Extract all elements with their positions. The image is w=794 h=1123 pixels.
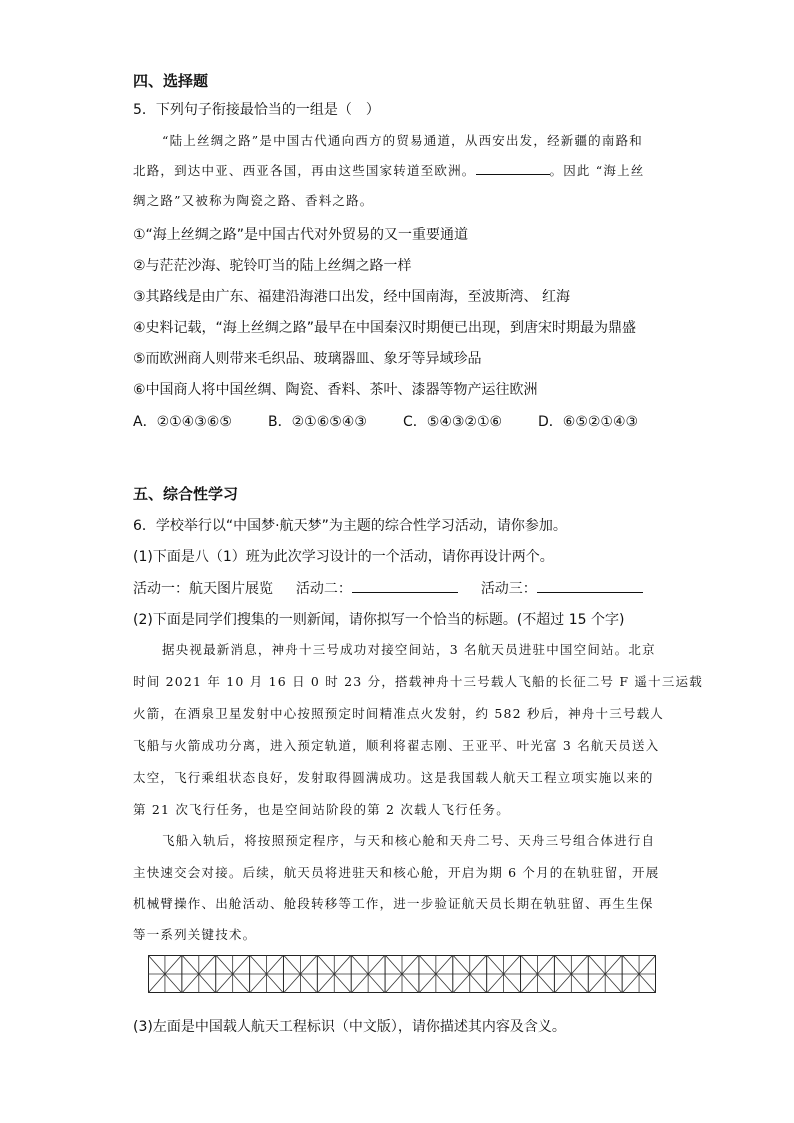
answer-blank[interactable] — [476, 173, 550, 175]
news-line: 太空，飞行乘组状态良好，发射取得圆满成功。这是我国载人航天工程立项实施以来的 — [133, 770, 654, 785]
grid-cell[interactable] — [385, 955, 419, 993]
grid-cell[interactable] — [283, 955, 317, 993]
subquestion-2: (2)下面是同学们搜集的一则新闻，请你拟写一个恰当的标题。(不超过 15 个字) — [133, 612, 625, 628]
news-line: 飞船入轨后，将按照预定程序，与天和核心舱和天舟二号、天舟三号组合体进行自 — [162, 833, 656, 848]
grid-cell[interactable] — [521, 955, 555, 993]
subquestion-3: (3)左面是中国载人航天工程标识（中文版），请你描述其内容及含义。 — [133, 1019, 566, 1035]
activity-3-label: 活动三： — [480, 581, 537, 597]
section-title-comprehensive: 五、综合性学习 — [133, 485, 239, 503]
grid-cell[interactable] — [351, 955, 385, 993]
news-line: 主快速交会对接。后续，航天员将进驻天和核心舱，开启为期 6 个月的在轨驻留，开展 — [133, 865, 660, 880]
section-title-choice: 四、选择题 — [133, 72, 209, 90]
sentence-option: ②与茫茫沙海、驼铃叮当的陆上丝绸之路一样 — [133, 258, 412, 274]
grid-cell[interactable] — [216, 955, 250, 993]
subquestion-1: (1)下面是八（1）班为此次学习设计的一个活动，请你再设计两个。 — [133, 549, 554, 565]
grid-cell[interactable] — [148, 955, 182, 993]
news-line: 机械臂操作、出舱活动、舱段转移等工作，进一步验证航天员长期在轨驻留、再生生保 — [133, 896, 654, 911]
grid-cell[interactable] — [317, 955, 351, 993]
answer-choice-c[interactable]: C．⑤④③②①⑥ — [403, 414, 503, 430]
news-line: 时间 2021 年 10 月 16 日 0 时 23 分，搭载神舟十三号载人飞船的长征二号 F 遥十三运载 — [133, 674, 703, 689]
title-answer-grid[interactable] — [148, 955, 656, 993]
activity-1: 活动一：航天图片展览 — [133, 581, 273, 597]
news-line: 火箭，在酒泉卫星发射中心按照预定时间精准点火发射，约 582 秒后，神舟十三号载人 — [133, 706, 665, 721]
sentence-option: ⑤而欧洲商人则带来毛织品、玻璃器皿、象牙等异域珍品 — [133, 351, 482, 367]
news-line: 据央视最新消息，神舟十三号成功对接空间站，3 名航天员进驻中国空间站。北京 — [162, 642, 656, 657]
grid-cell[interactable] — [419, 955, 453, 993]
grid-cell[interactable] — [453, 955, 487, 993]
activity-2-blank[interactable] — [352, 591, 458, 593]
answer-choice-a[interactable]: A．②①④③⑥⑤ — [133, 414, 232, 430]
news-line: 第 21 次飞行任务，也是空间站阶段的第 2 次载人飞行任务。 — [133, 802, 510, 817]
question-6: 6．学校举行以“中国梦·航天梦”为主题的综合性学习活动，请你参加。 — [133, 518, 567, 534]
answer-choice-d[interactable]: D．⑥⑤②①④③ — [538, 414, 639, 430]
answer-grid-cells — [148, 955, 656, 993]
grid-cell[interactable] — [182, 955, 216, 993]
news-line: 飞船与火箭成功分离，进入预定轨道，顺利将翟志刚、王亚平、叶光富 3 名航天员送入 — [133, 738, 660, 753]
grid-cell[interactable] — [622, 955, 656, 993]
activity-row — [133, 578, 643, 598]
grid-cell[interactable] — [250, 955, 284, 993]
grid-cell[interactable] — [487, 955, 521, 993]
grid-cell[interactable] — [588, 955, 622, 993]
grid-cell[interactable] — [554, 955, 588, 993]
answer-choice-b[interactable]: B．②①⑥⑤④③ — [268, 414, 367, 430]
sentence-option: ④史料记载，“海上丝绸之路”最早在中国秦汉时期便已出现，到唐宋时期最为鼎盛 — [133, 320, 637, 336]
passage-line: 绸之路”又被称为陶瓷之路、香料之路。 — [133, 193, 374, 208]
activity-3-blank[interactable] — [537, 591, 643, 593]
passage-line: 北路，到达中亚、西亚各国，再由这些国家转道至欧洲。 。因此 “海上丝 — [133, 163, 645, 178]
sentence-option: ⑥中国商人将中国丝绸、陶瓷、香料、茶叶、漆器等物产运往欧洲 — [133, 382, 538, 398]
question-5: 5．下列句子衔接最恰当的一组是（ ） — [133, 102, 380, 118]
sentence-option: ①“海上丝绸之路”是中国古代对外贸易的又一重要通道 — [133, 227, 469, 243]
activity-2-label: 活动二： — [295, 581, 352, 597]
news-line: 等一系列关键技术。 — [133, 927, 257, 942]
sentence-option: ③其路线是由广东、福建沿海港口出发，经中国南海，至波斯湾、 红海 — [133, 289, 570, 305]
passage-line: “陆上丝绸之路”是中国古代通向西方的贸易通道，从西安出发，经新疆的南路和 — [162, 133, 643, 148]
